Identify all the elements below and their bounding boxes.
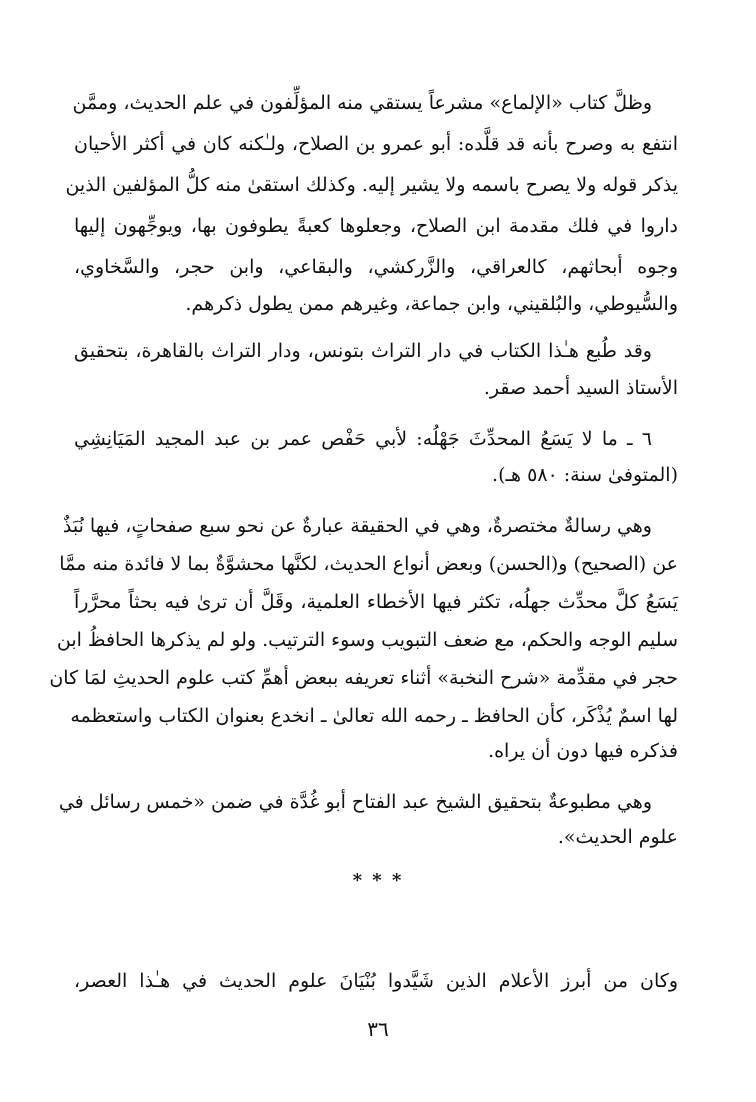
entry-6-heading-line-2: (المتوفىٰ سنة: ٥٨٠ هـ). (492, 464, 678, 486)
paragraph-2-line-2: الأستاذ السيد أحمد صقر. (483, 377, 678, 399)
paragraph-1-line-5: وجوه أبحاثهم، كالعراقي، والزَّركشي، والبقاعي، وابن حجر، والسَّخاوي، (74, 256, 678, 278)
paragraph-1-line-2: انتفع به وصرح بأنه قد قلَّده: أبو عمرو بن الصلاح، ولـٰكنه كان في أكثر الأحيان (74, 133, 678, 155)
entry-6-heading-line-1: ٦ ـ ما لا يَسَعُ المحدِّثَ جَهْلُه: لأبي حَفْص عمر بن عبد المجيد المَيَانِشِي (74, 428, 652, 450)
paragraph-4-line-1: وهي رسالةٌ مختصرةٌ، وهي في الحقيقة عبارةٌ عن نحو سبع صفحاتٍ، فيها نُبَذٌ (62, 515, 652, 537)
paragraph-4-line-7: فذكره فيها دون أن يراه. (488, 740, 678, 762)
paragraph-1-line-6: والسُّيوطي، والبُلقيني، وابن جماعة، وغيرهم ممن يطول ذكرهم. (185, 293, 678, 315)
paragraph-1-line-1: وظلَّ كتاب «الإلماع» مشرعاً يستقي منه المؤلِّفون في علم الحديث، وممَّن (72, 92, 652, 114)
paragraph-4-line-3: يَسَعُ كلَّ محدِّث جهلُه، تكثر فيها الأخطاء العلمية، وقَلَّ أن ترىٰ فيه بحثاً محرَّراً (74, 591, 678, 613)
closing-line: وكان من أبرز الأعلام الذين شَيَّدوا بُنْيَانَ علوم الحديث في هـٰذا العصر، (74, 970, 678, 992)
section-separator: * * * (352, 870, 404, 891)
paragraph-1-line-4: داروا في فلك مقدمة ابن الصلاح، وجعلوها كعبةً يطوفون بها، ويوجِّهون إليها (74, 215, 678, 237)
paragraph-4-line-5: حجر في مقدِّمة «شرح النخبة» أثناء تعريفه ببعض أهمِّ كتب علوم الحديثِ لمَا كان (49, 667, 678, 689)
paragraph-2-line-1: وقد طُبع هـٰذا الكتاب في دار التراث بتونس، ودار التراث بالقاهرة، بتحقيق (74, 340, 652, 362)
paragraph-5-line-2: علوم الحديث». (557, 826, 678, 848)
page-number: ٣٦ (367, 1017, 389, 1041)
paragraph-5-line-1: وهي مطبوعةٌ بتحقيق الشيخ عبد الفتاح أبو غُدَّة في ضمن «خمس رسائل في (58, 791, 652, 813)
paragraph-4-line-4: سليم الوجه والحكم، مع ضعف التبويب وسوء الترتيب. ولو لم يذكرها الحافظُ ابن (56, 629, 678, 651)
paragraph-4-line-6: لها اسمٌ يُذْكَر، كأن الحافظ ـ رحمه الله تعالىٰ ـ انخدع بعنوان الكتاب واستعظمه (70, 705, 678, 727)
paragraph-1-line-3: يذكر قوله ولا يصرح باسمه ولا يشير إليه. وكذلك استقىٰ منه كلُّ المؤلفين الذين (65, 174, 678, 196)
paragraph-4-line-2: عن (الصحيح) و(الحسن) وبعض أنواع الحديث، لكنَّها محشوَّةٌ بما لا فائدة منه ممَّا (59, 553, 678, 575)
